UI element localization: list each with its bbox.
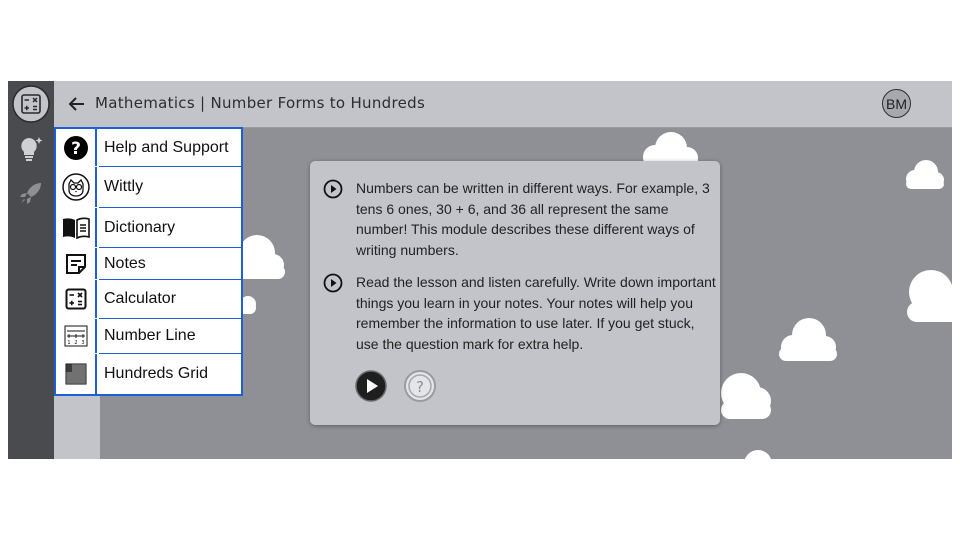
lesson-paragraph: Numbers can be written in different ways. For example, 3 tens 6 ones, 30 + 6, and 36 all represent the same number! This module describes these different ways of writing numbers. <box>356 180 710 258</box>
svg-text:2: 2 <box>73 340 78 346</box>
menu-item-label: Notes <box>104 254 146 272</box>
svg-text:1: 1 <box>66 340 71 346</box>
lesson-paragraph: Read the lesson and listen carefully. Write down important things you learn in your notes. Your notes will help you remember the information to use later. If you get stuck, use the question mark for extra help. <box>356 274 716 352</box>
calculator-icon <box>65 288 87 310</box>
rail-lightbulb-button[interactable] <box>12 130 50 168</box>
top-bar <box>54 81 952 128</box>
rail-rocket-button[interactable] <box>12 174 50 212</box>
lightbulb-icon <box>16 134 46 164</box>
calculator-icon <box>12 85 50 123</box>
svg-text:3: 3 <box>80 340 85 346</box>
app-window <box>8 81 952 459</box>
menu-item-wittly[interactable] <box>56 167 241 207</box>
cloud-decoration <box>715 361 775 421</box>
menu-item-label: Calculator <box>104 290 177 307</box>
icon-cell <box>56 167 97 207</box>
owl-icon <box>62 173 90 201</box>
tool-menu <box>54 127 243 396</box>
menu-item-label: Help and Support <box>104 138 229 156</box>
cloud-decoration <box>901 159 945 191</box>
book-icon <box>62 217 90 239</box>
menu-item-label: Number Line <box>104 327 196 344</box>
avatar[interactable]: BM <box>882 89 911 118</box>
menu-item-hundreds-grid[interactable] <box>56 354 241 394</box>
svg-text:?: ? <box>70 138 81 159</box>
menu-item-label: Dictionary <box>104 218 176 236</box>
lesson-card <box>310 161 720 425</box>
play-button[interactable] <box>355 370 387 402</box>
menu-item-calculator[interactable] <box>56 280 241 318</box>
menu-item-label: Wittly <box>104 178 144 195</box>
hundreds-grid-icon <box>65 363 87 385</box>
menu-item-dictionary[interactable] <box>56 208 241 247</box>
cloud-decoration <box>901 266 952 326</box>
icon-cell <box>56 319 97 353</box>
number-line-icon <box>64 325 88 347</box>
menu-item-number-line[interactable] <box>56 319 241 353</box>
menu-item-notes[interactable] <box>56 248 241 279</box>
play-circle-icon[interactable] <box>323 179 343 199</box>
menu-item-label: Hundreds Grid <box>104 365 209 382</box>
page-title: Mathematics | Number Forms to Hundreds <box>95 94 426 112</box>
help-button[interactable] <box>404 370 436 402</box>
back-button[interactable] <box>64 91 90 117</box>
menu-item-help-and-support[interactable] <box>56 129 241 166</box>
icon-cell <box>56 280 97 318</box>
note-icon <box>65 253 87 275</box>
rocket-icon <box>17 179 45 207</box>
arrow-left-icon <box>68 95 86 113</box>
cloud-decoration <box>773 313 839 363</box>
rail-calculator-button[interactable] <box>12 85 50 123</box>
icon-cell <box>56 129 97 166</box>
icon-cell <box>56 354 97 394</box>
play-circle-icon[interactable] <box>323 273 343 293</box>
icon-cell <box>56 208 97 247</box>
left-rail <box>8 81 54 459</box>
cloud-decoration <box>738 446 778 459</box>
question-icon <box>63 135 89 161</box>
svg-text:?: ? <box>416 378 424 396</box>
icon-cell <box>56 248 97 279</box>
